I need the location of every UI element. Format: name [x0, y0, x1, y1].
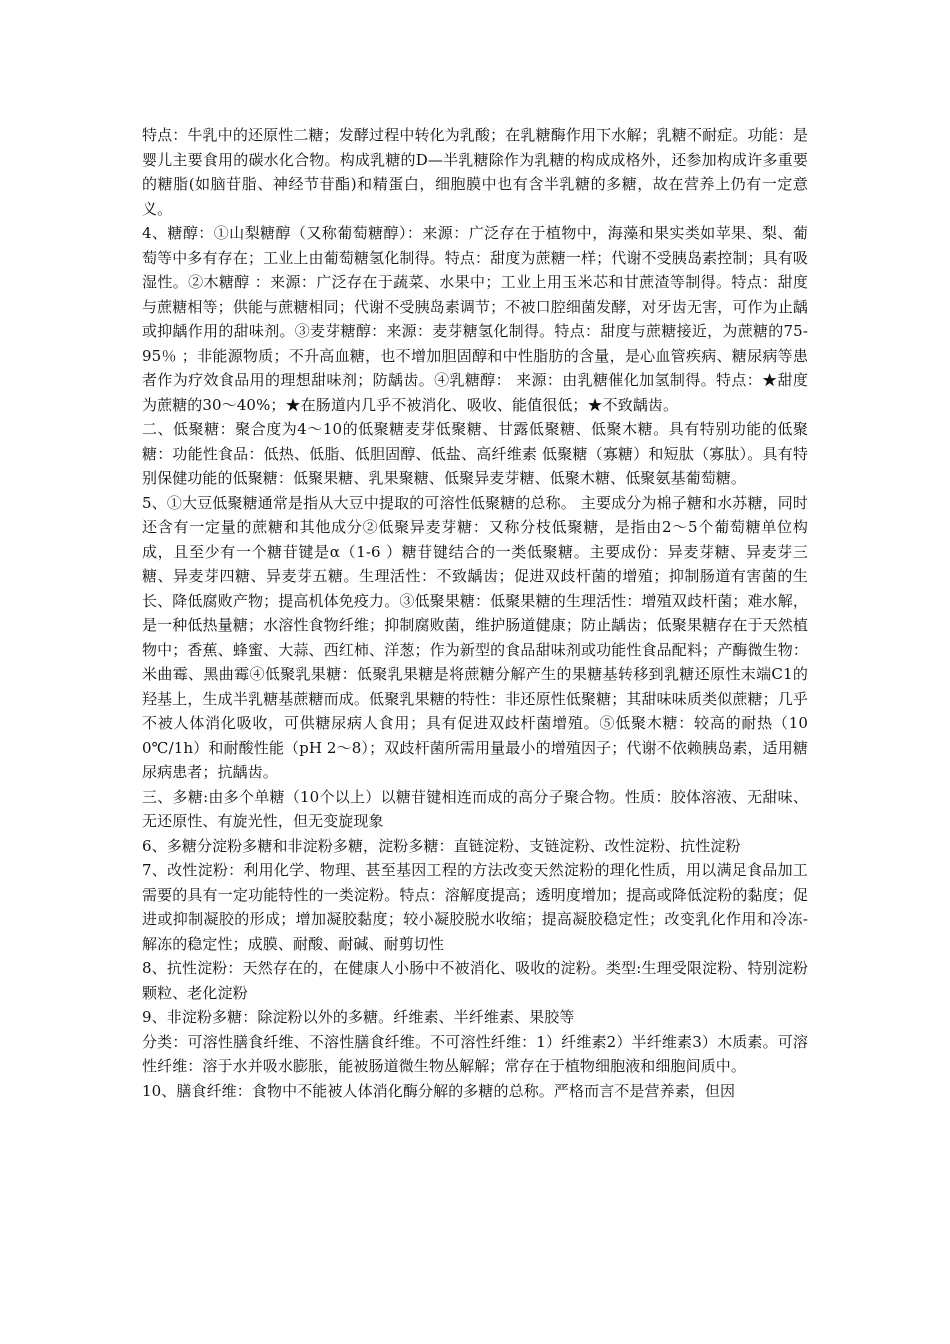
- paragraph-lactose-features: 特点：牛乳中的还原性二糖；发酵过程中转化为乳酸；在乳糖酶作用下水解；乳糖不耐症。功能：是婴儿主要食用的碳水化合物。构成乳糖的D—半乳糖除作为乳糖的构成成格外，还参加构成许多重要的糖脂(如脑苷脂、神经节苷酯)和精蛋白，细胞膜中也有含半乳糖的多糖，故在营养上仍有一定意义。: [142, 126, 808, 218]
- paragraph-starch-classes: 6、多糖分淀粉多糖和非淀粉多糖，淀粉多糖：直链淀粉、支链淀粉、改性淀粉、抗性淀粉: [142, 836, 741, 855]
- paragraph-oligosaccharides: 二、低聚糖：聚合度为4～10的低聚糖麦芽低聚糖、甘露低聚糖、低聚木糖。具有特别功能的低聚糖：功能性食品：低热、低脂、低胆固醇、低盐、高纤维素 低聚糖（寡糖）和短肽（寡肽）。具有特别保健功能的低聚糖：低聚果糖、乳果聚糖、低聚异麦芽糖、低聚木糖、低聚氨基葡萄糖。: [142, 420, 808, 487]
- paragraph-oligosaccharide-types: 5、①大豆低聚糖通常是指从大豆中提取的可溶性低聚糖的总称。 主要成分为棉子糖和水苏糖，同时还含有一定量的蔗糖和其他成分②低聚异麦芽糖：又称分枝低聚糖，是指由2～5个葡萄糖单位构成，且至少有一个糖苷键是α（1-6 ）糖苷键结合的一类低聚糖。主要成份：异麦芽糖、异麦芽三糖、异麦芽四糖、异麦芽五糖。生理活性：不致龋齿；促进双歧杆菌的增殖；抑制肠道有害菌的生长、降低腐败产物；提高机体免疫力。③低聚果糖：低聚果糖的生理活性：增殖双歧杆菌；难水解，是一种低热量糖；水溶性食物纤维；抑制腐败菌，维护肠道健康；防止龋齿；低聚果糖存在于天然植物中；香蕉、蜂蜜、大蒜、西红柿、洋葱；作为新型的食品甜味剂或功能性食品配料；产酶微生物：米曲霉、黑曲霉④低聚乳果糖：低聚乳果糖是将蔗糖分解产生的果糖基转移到乳糖还原性末端C1的羟基上，生成半乳糖基蔗糖而成。低聚乳果糖的特性：非还原性低聚糖；其甜味味质类似蔗糖；几乎不被人体消化吸收，可供糖尿病人食用；具有促进双歧杆菌增殖。⑤低聚木糖：较高的耐热（100℃/1h）和耐酸性能（pH 2～8）；双歧杆菌所需用量最小的增殖因子；代谢不依赖胰岛素，适用糖尿病患者；抗龋齿。: [142, 493, 808, 781]
- paragraph-resistant-starch: 8、抗性淀粉：天然存在的，在健康人小肠中不被消化、吸收的淀粉。类型:生理受限淀粉、特别淀粉颗粒、老化淀粉: [142, 959, 808, 1002]
- document-page: [142, 123, 808, 1103]
- paragraph-polysaccharides: 三、多糖:由多个单糖（10个以上）以糖苷键相连而成的高分子聚合物。性质：胶体溶液、无甜味、无还原性、有旋光性，但无变旋现象: [142, 787, 808, 830]
- paragraph-fiber-classification: 分类：可溶性膳食纤维、不溶性膳食纤维。不可溶性纤维：1）纤维素2）半纤维素3）木质素。可溶性纤维：溶于水并吸水膨胀，能被肠道微生物丛解解；常存在于植物细胞液和细胞间质中。: [142, 1032, 808, 1075]
- paragraph-dietary-fiber: 10、膳食纤维：食物中不能被人体消化酶分解的多糖的总称。严格而言不是营养素，但因: [142, 1081, 736, 1100]
- paragraph-non-starch-polysaccharides: 9、非淀粉多糖：除淀粉以外的多糖。纤维素、半纤维素、果胶等: [142, 1008, 575, 1026]
- paragraph-sugar-alcohols: 4、糖醇：①山梨糖醇（又称葡萄糖醇）：来源：广泛存在于植物中，海藻和果实类如苹果、梨、葡萄等中多有存在；工业上由葡萄糖氢化制得。特点：甜度为蔗糖一样；代谢不受胰岛素控制；具有吸湿性。②木糖醇 ：来源：广泛存在于蔬菜、水果中；工业上用玉米芯和甘蔗渣等制得。特点：甜度与蔗糖相等；供能与蔗糖相同；代谢不受胰岛素调节；不被口腔细菌发酵，对牙齿无害，可作为止龋或抑龋作用的甜味剂。③麦芽糖醇：来源：麦芽糖氢化制得。特点：甜度与蔗糖接近，为蔗糖的75-95％ ；非能源物质；不升高血糖，也不增加胆固醇和中性脂肪的含量，是心血管疾病、糖尿病等患者作为疗效食品用的理想甜味剂；防龋齿。④乳糖醇： 来源：由乳糖催化加氢制得。特点：★甜度为蔗糖的30～40%；★在肠道内几乎不被消化、吸收、能值很低；★不致龋齿。: [142, 224, 808, 414]
- paragraph-modified-starch: 7、改性淀粉：利用化学、物理、甚至基因工程的方法改变天然淀粉的理化性质，用以满足食品加工需要的具有一定功能特性的一类淀粉。特点：溶解度提高；透明度增加；提高或降低淀粉的黏度；促进或抑制凝胶的形成；增加凝胶黏度；较小凝胶脱水收缩；提高凝胶稳定性；改变乳化作用和冷冻-解冻的稳定性；成膜、耐酸、耐碱、耐剪切性: [142, 861, 808, 953]
